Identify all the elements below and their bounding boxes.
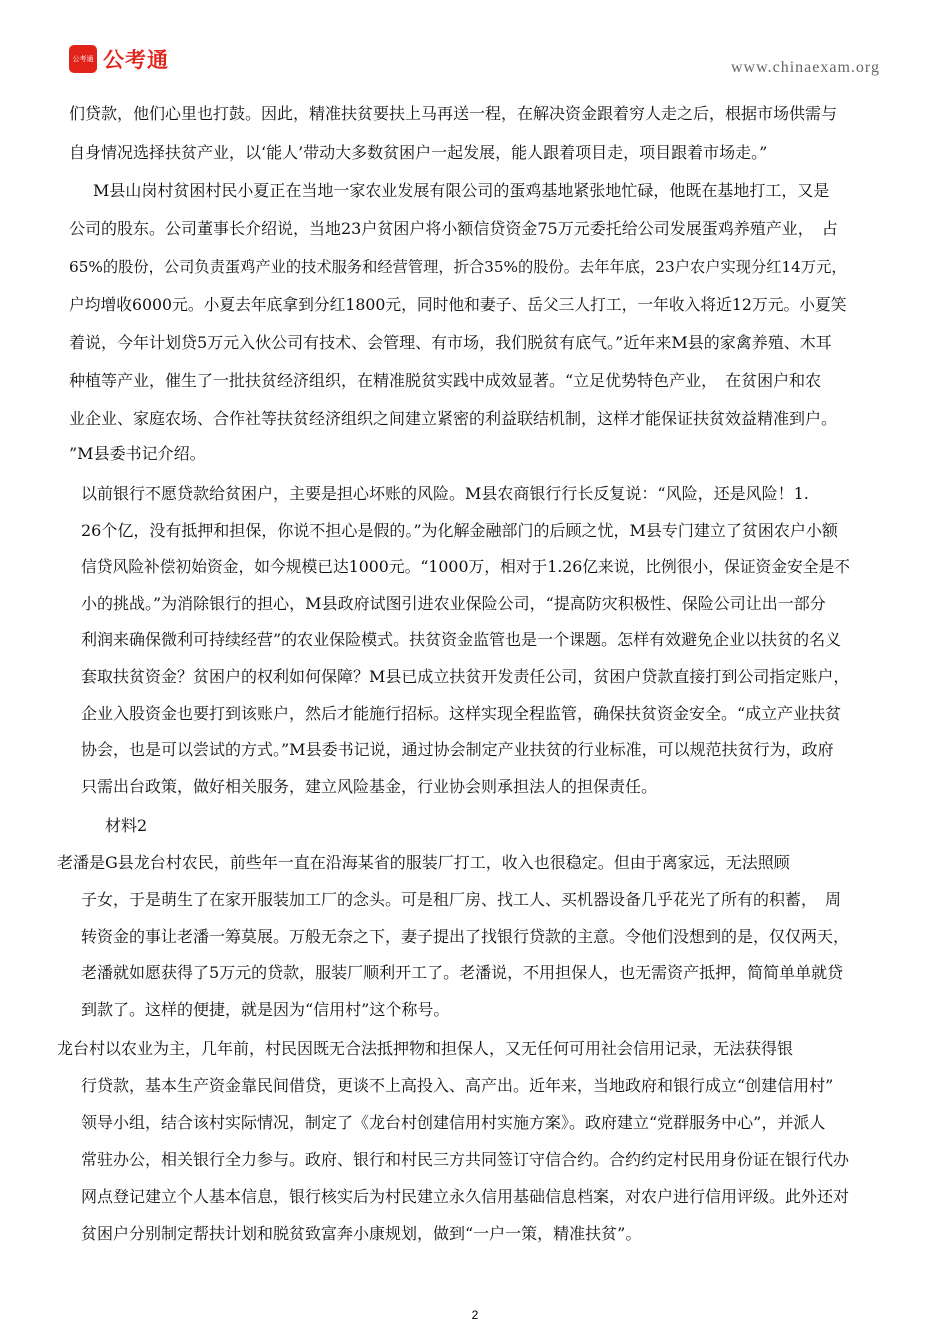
page-number: 2 bbox=[471, 1308, 479, 1322]
text-line: 转资金的事让老潘一筹莫展。万般无奈之下，妻子提出了找银行贷款的主意。令他们没想到的是，仅仅两天， bbox=[81, 927, 850, 946]
logo-text: 公考通 bbox=[103, 48, 169, 72]
text-line: 自身情况选择扶贫产业，以‘能人’带动大多数贫困户一起发展，能人跟着项目走，项目跟着市场走。” bbox=[69, 143, 768, 162]
text-line: 龙台村以农业为主，几年前，村民因既无合法抵押物和担保人，又无任何可用社会信用记录，无法获得银 bbox=[57, 1039, 794, 1058]
text-line: 领导小组，结合该村实际情况，制定了《龙台村创建信用村实施方案》。政府建立“党群服务中心”，并派人 bbox=[81, 1113, 826, 1132]
text-line: 协会，也是可以尝试的方式。”M县委书记说，通过协会制定产业扶贫的行业标准，可以规范扶贫行为，政府 bbox=[81, 740, 834, 759]
text-line: 户均增收6000元。小夏去年底拿到分红1800元，同时他和妻子、岳父三人打工，一年收入将近12万元。小夏笑 bbox=[69, 295, 847, 314]
text-line: 信贷风险补偿初始资金，如今规模已达1000元。“1000万，相对于1.26亿来说，比例很小，保证资金安全是不 bbox=[81, 557, 851, 576]
text-line: 子女，于是萌生了在家开服装加工厂的念头。可是租厂房、找工人、买机器设备几乎花光了所有的积蓄， 周 bbox=[81, 890, 842, 909]
text-line: 贫困户分别制定帮扶计划和脱贫致富奔小康规划，做到“一户一策，精准扶贫”。 bbox=[81, 1224, 642, 1243]
text-line: 套取扶贫资金？贫困户的权利如何保障？M县已成立扶贫开发责任公司，贫困户贷款直接打到公司指定账户， bbox=[81, 667, 850, 686]
text-line: 老潘是G县龙台村农民，前些年一直在沿海某省的服装厂打工，收入也很稳定。但由于离家远，无法照顾 bbox=[57, 853, 790, 872]
brand-logo bbox=[69, 44, 169, 74]
text-line: 种植等产业，催生了一批扶贫经济组织，在精准脱贫实践中成效显著。“立足优势特色产业， 在贫困户和农 bbox=[69, 371, 822, 390]
text-line: 网点登记建立个人基本信息，银行核实后为村民建立永久信用基础信息档案，对农户进行信用评级。此外还对 bbox=[81, 1187, 850, 1206]
text-line: 着说，今年计划贷5万元入伙公司有技术、会管理、有市场，我们脱贫有底气。”近年来M县的家禽养殖、木耳 bbox=[69, 333, 832, 352]
section-heading: 材料2 bbox=[105, 816, 148, 835]
text-line: 业企业、家庭农场、合作社等扶贫经济组织之间建立紧密的利益联结机制，这样才能保证扶贫效益精准到户。 bbox=[69, 409, 838, 428]
logo-badge-icon: 公考通 bbox=[69, 45, 97, 73]
text-line: 企业入股资金也要打到该账户，然后才能施行招标。这样实现全程监管，确保扶贫资金安全。“成立产业扶贫 bbox=[81, 704, 842, 723]
text-line: 常驻办公，相关银行全力参与。政府、银行和村民三方共同签订守信合约。合约约定村民用身份证在银行代办 bbox=[81, 1150, 850, 1169]
text-line: 们贷款，他们心里也打鼓。因此，精准扶贫要扶上马再送一程，在解决资金跟着穷人走之后，根据市场供需与 bbox=[69, 104, 838, 123]
text-line: 利润来确保微利可持续经营”的农业保险模式。扶贫资金监管也是一个课题。怎样有效避免企业以扶贫的名义 bbox=[81, 630, 842, 649]
text-line: M县山岗村贫困村民小夏正在当地一家农业发展有限公司的蛋鸡基地紧张地忙碌，他既在基地打工，又是 bbox=[93, 181, 830, 200]
text-line: 老潘就如愿获得了5万元的贷款，服装厂顺利开工了。老潘说，不用担保人，也无需资产抵押，简简单单就贷 bbox=[81, 963, 844, 982]
text-line: 只需出台政策，做好相关服务，建立风险基金，行业协会则承担法人的担保责任。 bbox=[81, 777, 658, 796]
text-line: 以前银行不愿贷款给贫困户，主要是担心坏账的风险。M县农商银行行长反复说：“风险，还是风险！1. bbox=[81, 484, 809, 503]
site-url: www.chinaexam.org bbox=[731, 59, 880, 76]
text-line: 小的挑战。”为消除银行的担心，M县政府试图引进农业保险公司，“提高防灾积极性、保险公司让出一部分 bbox=[81, 594, 826, 613]
text-line: 公司的股东。公司董事长介绍说，当地23户贫困户将小额信贷资金75万元委托给公司发展蛋鸡养殖产业， 占 bbox=[69, 219, 838, 238]
text-line: ”M县委书记介绍。 bbox=[69, 444, 206, 463]
text-line: 行贷款，基本生产资金靠民间借贷，更谈不上高投入、高产出。近年来，当地政府和银行成立“创建信用村” bbox=[81, 1076, 834, 1095]
text-line: 65%的股份，公司负责蛋鸡产业的技术服务和经营管理，折合35%的股份。去年年底，23户农户实现分红14万元， bbox=[69, 258, 847, 276]
text-line: 26个亿，没有抵押和担保，你说不担心是假的。”为化解金融部门的后顾之忧，M县专门建立了贫困农户小额 bbox=[81, 521, 838, 540]
text-line: 到款了。这样的便捷，就是因为“信用村”这个称号。 bbox=[81, 1000, 450, 1019]
